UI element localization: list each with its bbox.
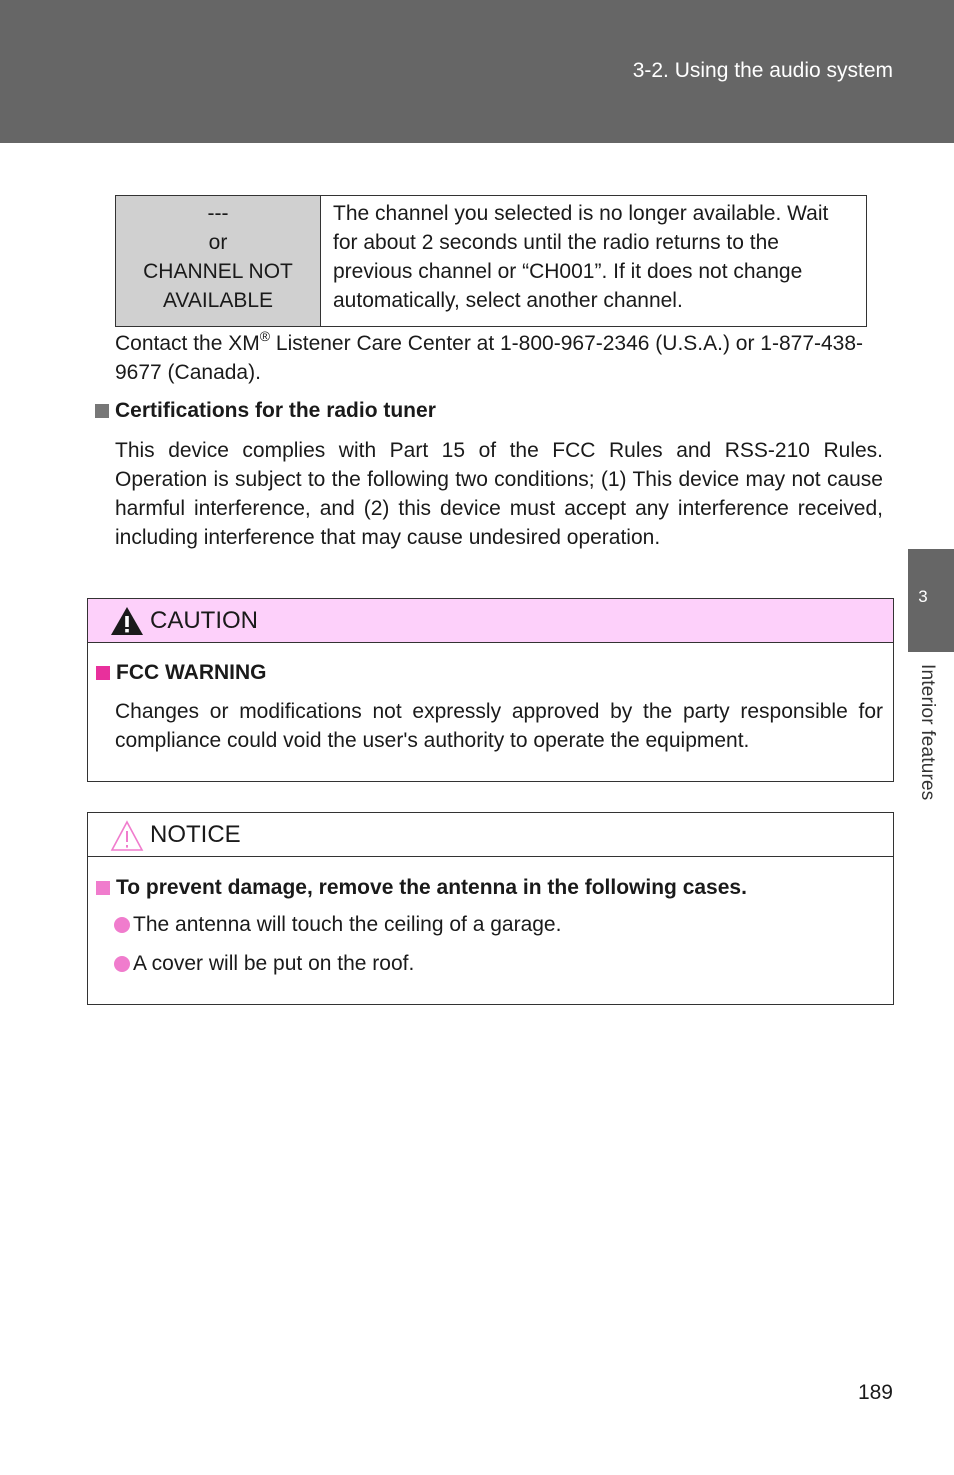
page-number: 189 xyxy=(857,1381,893,1404)
notice-header xyxy=(88,813,893,857)
section-title: 3-2. Using the audio system xyxy=(632,59,893,82)
list-item xyxy=(114,913,561,937)
notice-box xyxy=(87,812,894,1005)
status-code-line: CHANNEL NOT xyxy=(143,260,293,283)
status-code-line: --- xyxy=(207,202,229,225)
contact-paragraph xyxy=(115,329,883,387)
notice-subheading xyxy=(96,876,747,900)
notice-title: NOTICE xyxy=(150,821,241,848)
circle-bullet-icon xyxy=(114,956,130,972)
certifications-body: This device complies with Part 15 of the FCC Rules and RSS-210 Rules. Operation is subject to the following two conditions; (1) This device may not cause harmful interference, and (2) this device must accept any interference received, including interference that may cause undesired operation. xyxy=(115,439,883,549)
caution-subheading xyxy=(96,661,267,685)
square-bullet-icon xyxy=(96,881,110,895)
caution-subheading-text: FCC WARNING xyxy=(116,661,267,684)
chapter-label: Interior features xyxy=(917,664,938,801)
square-bullet-icon xyxy=(95,404,109,418)
certifications-heading xyxy=(95,399,436,423)
page-header xyxy=(0,0,954,143)
list-item-text: The antenna will touch the ceiling of a garage. xyxy=(133,913,562,936)
list-item-text: A cover will be put on the roof. xyxy=(133,952,415,975)
caution-box xyxy=(87,598,894,782)
caution-header xyxy=(88,599,893,643)
warning-triangle-icon xyxy=(110,606,144,636)
status-table xyxy=(115,195,867,327)
square-bullet-icon xyxy=(96,666,110,680)
table-row xyxy=(116,196,867,327)
chapter-number: 3 xyxy=(918,587,928,606)
contact-text-start: Contact the XM xyxy=(115,332,260,355)
caution-body: Changes or modifications not expressly approved by the party responsible for compliance could void the user's authority to operate the equipment. xyxy=(115,700,883,752)
contact-text-end: Listener Care Center at 1-800-967-2346 (U.S.A.) or 1-877-438-9677 (Canada). xyxy=(115,332,864,384)
status-description: The channel you selected is no longer available. Wait for about 2 seconds until the radio returns to the previous channel or “CH001”. If it does not change automatically, select another channel. xyxy=(321,196,867,327)
caution-title: CAUTION xyxy=(150,607,258,634)
circle-bullet-icon xyxy=(114,917,130,933)
status-code-line: or xyxy=(208,231,228,254)
notice-subheading-text: To prevent damage, remove the antenna in the following cases. xyxy=(116,876,747,899)
status-code-line: AVAILABLE xyxy=(162,289,274,312)
certifications-heading-text: Certifications for the radio tuner xyxy=(115,399,436,422)
list-item xyxy=(114,952,414,976)
status-code-cell xyxy=(116,196,321,327)
notice-triangle-icon xyxy=(110,820,144,852)
registered-mark: ® xyxy=(259,328,271,344)
chapter-tab xyxy=(908,549,954,652)
